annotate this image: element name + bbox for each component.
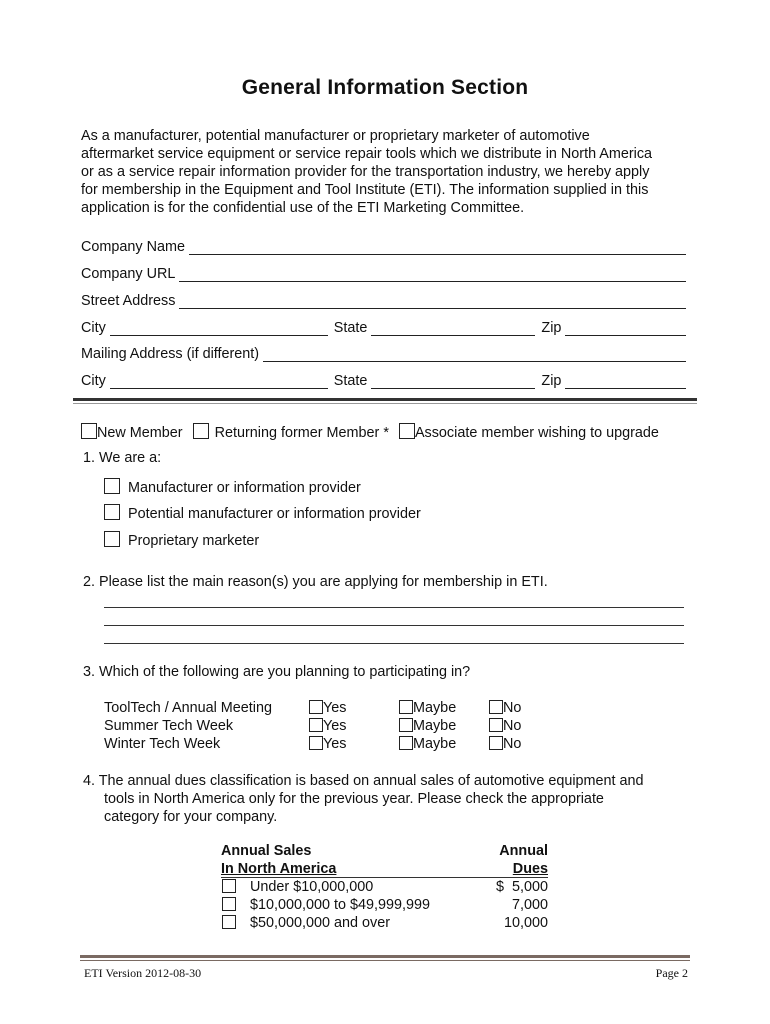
mailing-state-field[interactable] xyxy=(371,372,535,389)
intro-line: for membership in the Equipment and Tool Institute (ETI). The information supplied in this xyxy=(81,182,649,198)
q1-option-label: Potential manufacturer or information provider xyxy=(128,506,421,522)
footer-rule-thin xyxy=(80,960,690,961)
street-address-field[interactable] xyxy=(179,292,686,309)
q3-maybe xyxy=(399,700,456,716)
maybe-label: Maybe xyxy=(413,700,457,716)
yes-checkbox[interactable] xyxy=(309,700,323,714)
returning-member-label: Returning former Member * xyxy=(214,425,389,441)
q4-question-line: 4. The annual dues classification is based on annual sales of automotive equipment and xyxy=(83,773,644,789)
maybe-label: Maybe xyxy=(413,736,457,752)
street-address-label: Street Address xyxy=(81,293,176,309)
footer-rule xyxy=(80,955,690,958)
city-label: City xyxy=(81,320,106,336)
q2-answer-line[interactable] xyxy=(104,643,684,644)
returning-member-checkbox[interactable] xyxy=(193,423,209,439)
dues-row-value: 7,000 xyxy=(511,897,548,913)
q2-question: 2. Please list the main reason(s) you are applying for membership in ETI. xyxy=(83,574,548,590)
q3-yes xyxy=(309,718,346,734)
dues-checkbox[interactable] xyxy=(222,879,236,893)
city-state-zip-row xyxy=(81,316,686,336)
intro-line: or as a service repair information provider for the transportation industry, we hereby apply xyxy=(81,164,650,180)
yes-checkbox[interactable] xyxy=(309,718,323,732)
q4-question xyxy=(83,772,644,826)
dues-row-label: $50,000,000 and over xyxy=(250,915,391,931)
no-checkbox[interactable] xyxy=(489,736,503,750)
dues-row xyxy=(222,915,390,931)
associate-member-checkbox[interactable] xyxy=(399,423,415,439)
q1-option xyxy=(104,504,421,522)
no-label: No xyxy=(503,718,522,734)
dues-header-right-1: Annual xyxy=(499,843,548,859)
q4-question-line: category for your company. xyxy=(104,809,278,825)
dues-header-left-1: Annual Sales xyxy=(221,843,312,859)
city-field[interactable] xyxy=(110,319,328,336)
footer-page-number: Page 2 xyxy=(655,966,688,980)
mailing-address-field[interactable] xyxy=(263,345,686,362)
dues-row-label: Under $10,000,000 xyxy=(250,879,374,895)
zip-field[interactable] xyxy=(565,319,686,336)
company-url-label: Company URL xyxy=(81,266,176,282)
q1-option xyxy=(104,478,361,496)
street-address-row xyxy=(81,289,686,309)
mailing-city-state-zip-row xyxy=(81,369,686,389)
mailing-city-field[interactable] xyxy=(110,372,328,389)
company-name-field[interactable] xyxy=(189,238,686,255)
q2-answer-line[interactable] xyxy=(104,607,684,608)
q3-event-label: Winter Tech Week xyxy=(104,736,221,752)
q1-option-checkbox[interactable] xyxy=(104,504,120,520)
new-member-checkbox[interactable] xyxy=(81,423,97,439)
no-checkbox[interactable] xyxy=(489,700,503,714)
q1-option-checkbox[interactable] xyxy=(104,531,120,547)
company-name-label: Company Name xyxy=(81,239,185,255)
dues-row-value: 10,000 xyxy=(503,915,548,931)
dues-checkbox[interactable] xyxy=(222,915,236,929)
mailing-zip-label: Zip xyxy=(541,373,562,389)
q1-option xyxy=(104,531,259,549)
company-name-row xyxy=(81,235,686,255)
dues-row xyxy=(222,879,373,895)
company-url-row xyxy=(81,262,686,282)
section-divider-thin xyxy=(73,403,697,404)
maybe-checkbox[interactable] xyxy=(399,718,413,732)
intro-line: As a manufacturer, potential manufacturer or proprietary marketer of automotive xyxy=(81,128,590,144)
dues-header-left-2: In North America xyxy=(221,861,337,877)
yes-checkbox[interactable] xyxy=(309,736,323,750)
q3-event-label: Summer Tech Week xyxy=(104,718,234,734)
q1-option-checkbox[interactable] xyxy=(104,478,120,494)
q2-answer-line[interactable] xyxy=(104,625,684,626)
state-label: State xyxy=(333,320,368,336)
q3-maybe xyxy=(399,718,456,734)
mailing-state-label: State xyxy=(333,373,368,389)
new-member-label: New Member xyxy=(97,425,183,441)
yes-label: Yes xyxy=(323,736,347,752)
mailing-address-row xyxy=(81,342,686,362)
maybe-checkbox[interactable] xyxy=(399,736,413,750)
mailing-city-label: City xyxy=(81,373,106,389)
q3-yes xyxy=(309,700,346,716)
no-label: No xyxy=(503,700,522,716)
mailing-address-label: Mailing Address (if different) xyxy=(81,346,260,362)
section-divider xyxy=(73,398,697,401)
q3-no xyxy=(489,700,521,716)
dues-row-value: $ 5,000 xyxy=(495,879,548,895)
yes-label: Yes xyxy=(323,718,347,734)
q3-no xyxy=(489,736,521,752)
page-title: General Information Section xyxy=(241,76,529,99)
maybe-checkbox[interactable] xyxy=(399,700,413,714)
dues-checkbox[interactable] xyxy=(222,897,236,911)
dues-row-label: $10,000,000 to $49,999,999 xyxy=(250,897,431,913)
no-checkbox[interactable] xyxy=(489,718,503,732)
footer-version: ETI Version 2012-08-30 xyxy=(84,966,202,980)
q3-no xyxy=(489,718,521,734)
dues-row xyxy=(222,897,430,913)
q1-question: 1. We are a: xyxy=(83,450,162,466)
dues-header-right-2: Dues xyxy=(512,861,548,877)
q3-maybe xyxy=(399,736,456,752)
q1-option-label: Proprietary marketer xyxy=(128,533,260,549)
intro-line: application is for the confidential use of the ETI Marketing Committee. xyxy=(81,200,525,216)
q4-question-line: tools in North America only for the previous year. Please check the appropriate xyxy=(104,791,604,807)
maybe-label: Maybe xyxy=(413,718,457,734)
q3-event-label: ToolTech / Annual Meeting xyxy=(104,700,272,716)
yes-label: Yes xyxy=(323,700,347,716)
company-url-field[interactable] xyxy=(179,265,686,282)
zip-label: Zip xyxy=(541,320,562,336)
intro-paragraph xyxy=(81,127,691,217)
state-field[interactable] xyxy=(371,319,535,336)
no-label: No xyxy=(503,736,522,752)
intro-line: aftermarket service equipment or service repair tools which we distribute in North America xyxy=(81,146,653,162)
membership-type-row xyxy=(81,423,659,441)
q1-option-label: Manufacturer or information provider xyxy=(128,480,361,496)
q3-question: 3. Which of the following are you planning to participating in? xyxy=(83,664,471,680)
q3-yes xyxy=(309,736,346,752)
mailing-zip-field[interactable] xyxy=(565,372,686,389)
dues-header-underline xyxy=(221,877,548,878)
associate-member-label: Associate member wishing to upgrade xyxy=(414,425,659,441)
